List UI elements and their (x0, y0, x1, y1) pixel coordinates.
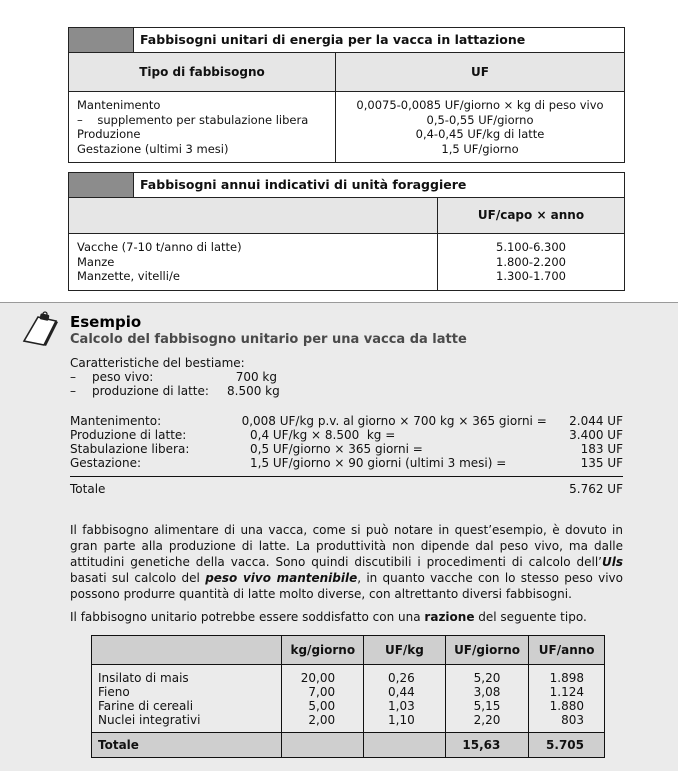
paragraph-text: Il fabbisogno unitario potrebbe essere soddisfatto con una (70, 610, 425, 624)
total-uf-year: 5.705 (529, 733, 605, 758)
table-row (92, 685, 605, 699)
characteristic-value: 8.500 kg (227, 384, 280, 398)
cell-uf-day: 2,20 (445, 713, 529, 733)
cell-uf-day: 5,15 (445, 699, 529, 713)
calc-result: 135 UF (580, 456, 623, 470)
category-value: 1.800-2.200 (496, 254, 566, 269)
calculation-total-row (70, 482, 623, 496)
emphasis-text: Uls (602, 555, 623, 569)
ration-intro-paragraph (70, 610, 623, 624)
table-title-swatch (69, 173, 134, 197)
calc-formula: 0,008 UF/kg p.v. al giorno × 700 kg × 365 giorni = (241, 414, 547, 428)
calculation-row (70, 456, 623, 470)
category-label: Manzette, vitelli/e (77, 269, 180, 283)
calculation-list (70, 414, 623, 496)
category-value: 1.300-1.700 (496, 269, 566, 283)
clipboard-icon (22, 311, 62, 347)
characteristics-label: Caratteristiche del bestiame: (70, 356, 245, 370)
characteristic-value: 700 kg (235, 370, 277, 384)
column-header: UF/capo × anno (477, 208, 585, 223)
cell-uf-kg: 1,03 (364, 699, 446, 713)
cell-uf-year: 1.898 (529, 665, 605, 686)
calc-formula: 0,5 UF/giorno × 365 giorni = (250, 442, 423, 456)
characteristics (70, 356, 280, 398)
total-uf-day: 15,63 (445, 733, 529, 758)
example-subtitle: Calcolo del fabbisogno unitario per una vacca da latte (70, 332, 467, 347)
requirement-label: Mantenimento (77, 98, 161, 112)
cell-uf-kg: 1,10 (364, 713, 446, 733)
calc-label: Mantenimento: (70, 414, 162, 428)
table-title-swatch (69, 28, 134, 52)
total-divider (70, 476, 623, 477)
calc-result: 183 UF (580, 442, 623, 456)
requirement-label: Produzione (77, 127, 141, 141)
cell-uf-year: 803 (529, 713, 605, 733)
emphasis-text: peso vivo mantenibile (205, 571, 358, 585)
calc-result: 2.044 UF (569, 414, 623, 428)
table-title: Fabbisogni annui indicativi di unità foraggiere (134, 173, 624, 197)
feed-name: Farine di cereali (92, 699, 282, 713)
column-header: UF/kg (364, 636, 446, 665)
requirement-value: 0,0075-0,0085 UF/giorno × kg di peso vivo (356, 98, 604, 112)
feed-name: Nuclei integrativi (92, 713, 282, 733)
table-row (92, 699, 605, 713)
requirement-label: Gestazione (ultimi 3 mesi) (77, 141, 229, 156)
cell-uf-kg: 0,44 (364, 685, 446, 699)
calc-label: Produzione di latte: (70, 428, 187, 442)
column-header: UF/giorno (445, 636, 529, 665)
calc-formula: 1,5 UF/giorno × 90 giorni (ultimi 3 mesi) = (250, 456, 507, 470)
cell-kg-day: 5,00 (282, 699, 364, 713)
dash: – (70, 384, 76, 398)
column-header: kg/giorno (282, 636, 364, 665)
characteristic-label: produzione di latte: (92, 384, 209, 398)
characteristic-row (70, 384, 280, 398)
paragraph-text: del seguente tipo. (474, 610, 587, 624)
paragraph-text: , in quanto vacche con lo stesso peso vivo possono produrre quantità di latte molto diverse, con altrettanto diversi fabbisogni. (70, 571, 623, 601)
calculation-row (70, 442, 623, 456)
column-header (69, 198, 438, 233)
table-row (92, 665, 605, 686)
ration-header-row (92, 636, 605, 665)
cell-kg-day: 7,00 (282, 685, 364, 699)
cell-uf-year: 1.880 (529, 699, 605, 713)
calculation-row (70, 428, 623, 442)
column-header: UF/anno (529, 636, 605, 665)
table-header-row (69, 198, 624, 234)
characteristic-label: peso vivo: (92, 370, 154, 384)
paragraph-text: Il fabbisogno alimentare di una vacca, come si può notare in quest’esempio, è dovuto in gran parte alla produzione di latte. La produttività non dipende dal peso vivo, ma dalle attitudini genetiche della vacca. Sono quindi discutibili i procedimenti di calcolo dell’ (70, 523, 623, 569)
feed-name: Fieno (92, 685, 282, 699)
total-label: Totale (92, 733, 282, 758)
example-title: Esempio (70, 313, 142, 331)
requirement-value: 1,5 UF/giorno (441, 141, 519, 156)
total-cell (364, 733, 446, 758)
table-row (92, 713, 605, 733)
table-title: Fabbisogni unitari di energia per la vacca in lattazione (134, 28, 624, 52)
requirement-label: – supplemento per stabulazione libera (77, 112, 309, 127)
cell-kg-day: 2,00 (282, 713, 364, 733)
table-header-row (69, 53, 624, 92)
cell-uf-day: 5,20 (445, 665, 529, 686)
explanation-paragraph (70, 522, 623, 602)
cell-uf-kg: 0,26 (364, 665, 446, 686)
dash: – (70, 370, 76, 384)
ration-table (91, 635, 605, 758)
total-value: 5.762 UF (569, 482, 623, 496)
total-row (92, 733, 605, 758)
column-header (92, 636, 282, 665)
energy-requirements-table (68, 27, 625, 163)
calc-result: 3.400 UF (569, 428, 623, 442)
annual-requirements-table (68, 172, 625, 291)
category-value: 5.100-6.300 (496, 240, 566, 254)
column-header: Tipo di fabbisogno (69, 53, 336, 91)
requirement-value: 0,5-0,55 UF/giorno (426, 112, 534, 127)
category-label: Manze (77, 254, 115, 269)
calc-label: Stabulazione libera: (70, 442, 190, 456)
requirement-value: 0,4-0,45 UF/kg di latte (415, 127, 545, 141)
cell-uf-day: 3,08 (445, 685, 529, 699)
feed-name: Insilato di mais (92, 665, 282, 686)
bold-text: razione (424, 610, 475, 624)
paragraph-text: basati sul calcolo del (70, 571, 206, 585)
column-header: UF (471, 64, 489, 79)
calc-formula: 0,4 UF/kg × 8.500 kg = (250, 428, 396, 442)
characteristic-row (70, 370, 277, 384)
calc-label: Gestazione: (70, 456, 141, 470)
example-section (0, 302, 678, 771)
calculation-row (70, 414, 623, 428)
total-label: Totale (70, 482, 106, 496)
cell-uf-year: 1.124 (529, 685, 605, 699)
category-label: Vacche (7-10 t/anno di latte) (77, 240, 242, 254)
cell-kg-day: 20,00 (282, 665, 364, 686)
total-cell (282, 733, 364, 758)
